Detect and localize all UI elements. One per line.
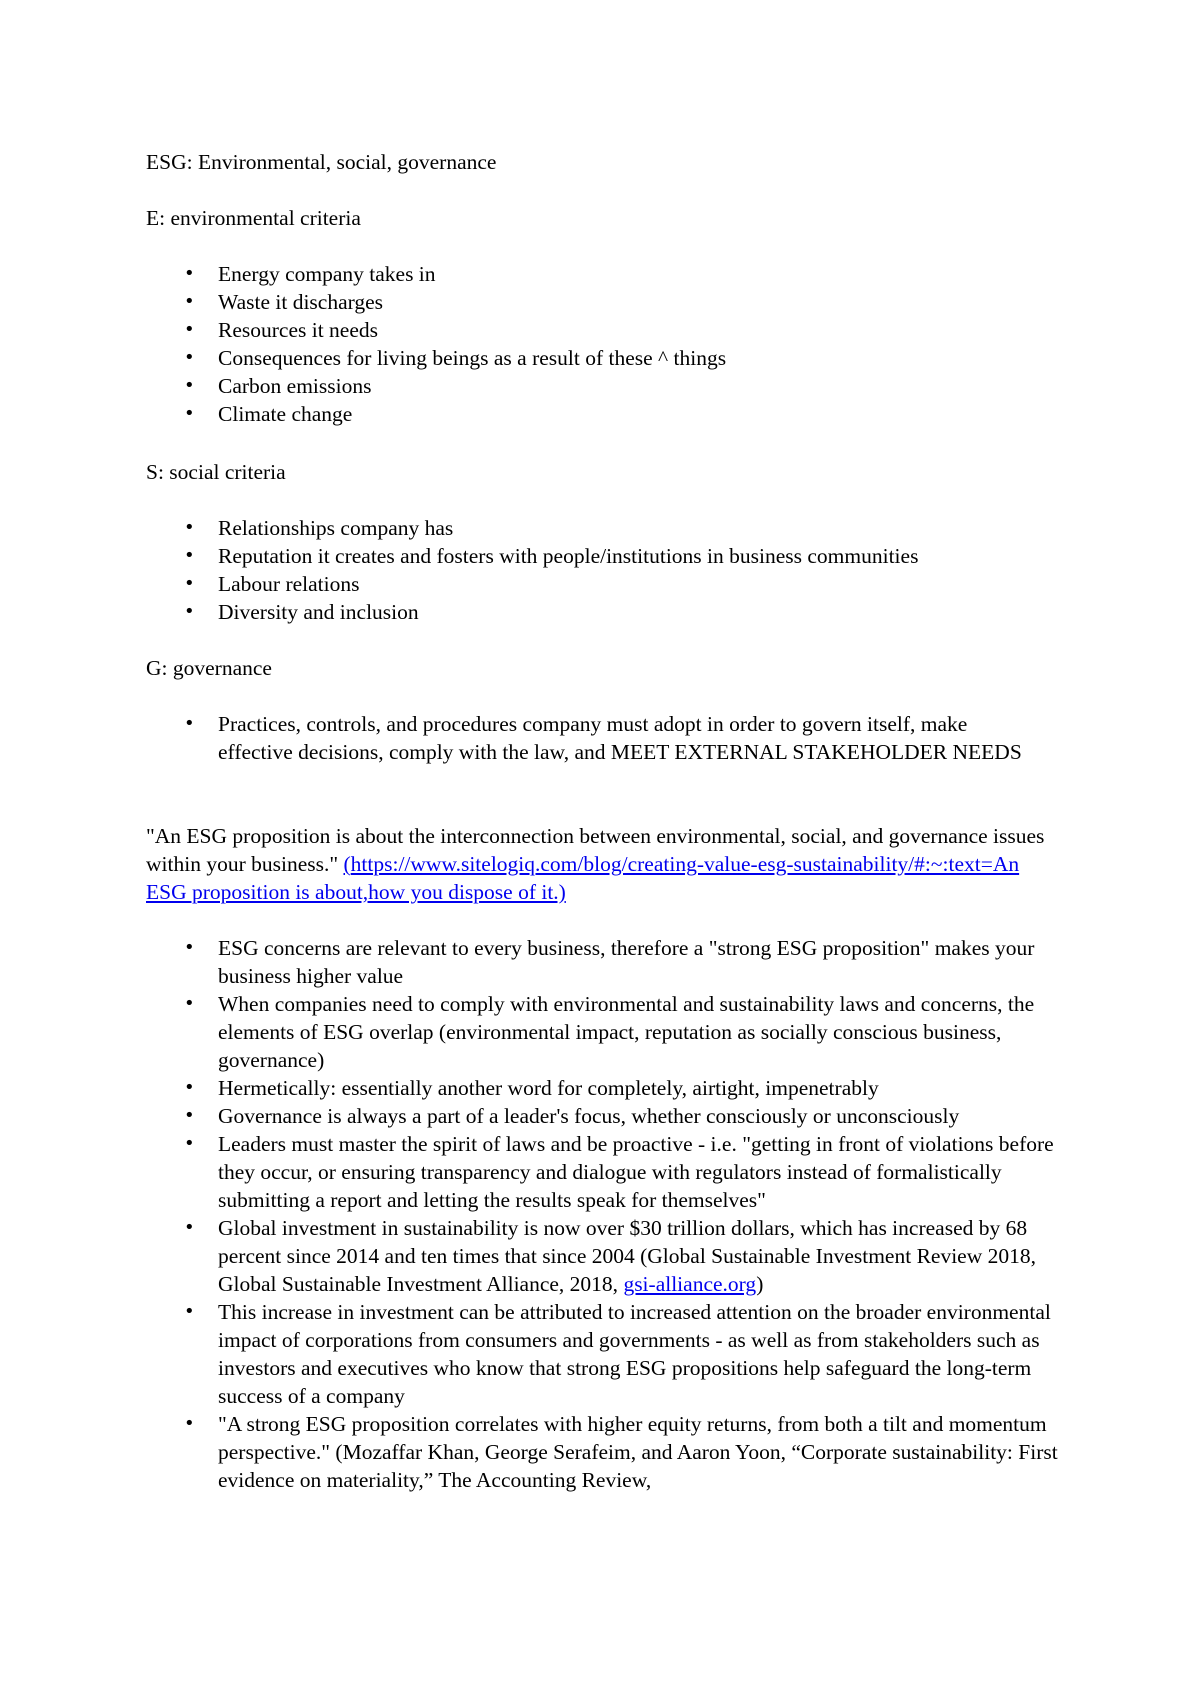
environmental-label: E: environmental criteria [146, 206, 361, 230]
quote-link-paren: ( [343, 852, 351, 876]
document-heading: ESG: Environmental, social, governance [146, 150, 497, 174]
list-item: • Reputation it creates and fosters with people/institutions in business communities [146, 542, 1066, 570]
list-item: • Labour relations [146, 570, 1066, 598]
list-item: • Relationships company has [146, 514, 1066, 542]
list-item: • Diversity and inclusion [146, 598, 1066, 626]
list-item: • Resources it needs [146, 316, 1066, 344]
governance-list [146, 710, 1046, 766]
list-item-investment [146, 1214, 1086, 1298]
list-item: • When companies need to comply with environmental and sustainability laws and concerns, the elements of ESG overlap (environmental impact, reputation as socially conscious business, governance) [146, 990, 1086, 1074]
list-item: • Waste it discharges [146, 288, 1066, 316]
list-item: • Energy company takes in [146, 260, 1066, 288]
esg-quote [146, 822, 1046, 906]
list-item: • Climate change [146, 400, 1066, 428]
list-item: • Leaders must master the spirit of laws and be proactive - i.e. "getting in front of violations before they occur, or ensuring transparency and dialogue with regulators instead of formalistically submitting a report and letting the results speak for themselves" [146, 1130, 1086, 1214]
environmental-list [146, 260, 1066, 428]
notes-list [146, 934, 1086, 1494]
investment-text: Global investment in sustainability is now over $30 trillion dollars, which has increased by 68 percent since 2014 and ten times that since 2004 (Global Sustainable Investment Review 2018, Global Sustainable Investment Alliance, 2018, [218, 1216, 1036, 1296]
investment-close: ) [756, 1272, 764, 1296]
list-item: • ESG concerns are relevant to every business, therefore a "strong ESG proposition" makes your business higher value [146, 934, 1086, 990]
governance-label: G: governance [146, 656, 272, 680]
list-item: • Hermetically: essentially another word for completely, airtight, impenetrably [146, 1074, 1086, 1102]
source-link[interactable]: https://www.sitelogiq.com/blog/creating-value-esg-sustainability/#:~:text=An ESG proposition is about,how you dispose of it.) [146, 852, 1020, 904]
list-item: • "A strong ESG proposition correlates with higher equity returns, from both a tilt and momentum perspective." (Mozaffar Khan, George Serafeim, and Aaron Yoon, “Corporate sustainability: First evidence on materiality,” The Accounting Review, [146, 1410, 1086, 1494]
social-list [146, 514, 1066, 626]
social-label: S: social criteria [146, 460, 286, 484]
list-item: • Governance is always a part of a leader's focus, whether consciously or unconsciously [146, 1102, 1086, 1130]
gsi-alliance-link[interactable]: gsi-alliance.org [623, 1272, 757, 1296]
list-item: • This increase in investment can be attributed to increased attention on the broader environmental impact of corporations from consumers and governments - as well as from stakeholders such as investors and executives who know that strong ESG propositions help safeguard the long-term success of a company [146, 1298, 1086, 1410]
list-item: • Practices, controls, and procedures company must adopt in order to govern itself, make effective decisions, comply with the law, and MEET EXTERNAL STAKEHOLDER NEEDS [146, 710, 1046, 766]
list-item: • Carbon emissions [146, 372, 1066, 400]
quote-text: "An ESG proposition is about the interconnection between environmental, social, and governance issues within your business." [146, 824, 1045, 876]
list-item: • Consequences for living beings as a result of these ^ things [146, 344, 1066, 372]
